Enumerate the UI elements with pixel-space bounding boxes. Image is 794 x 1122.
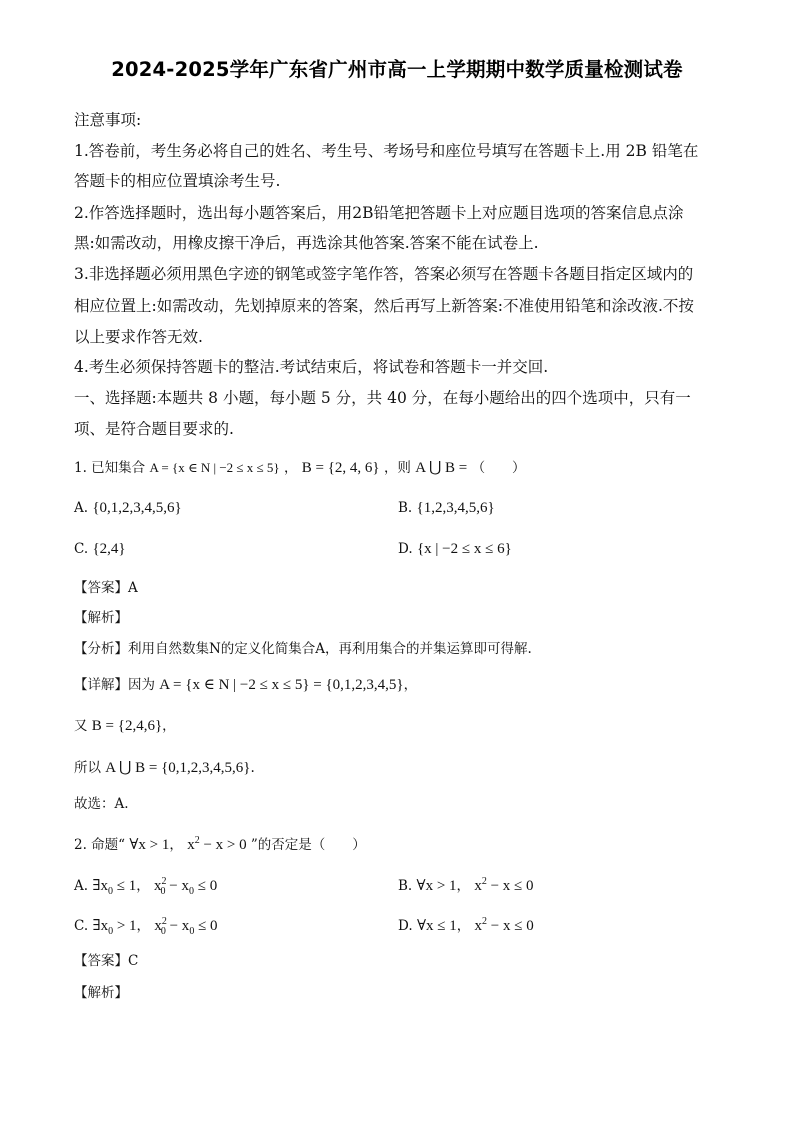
- option-p1: [92, 918, 137, 937]
- question-2: [74, 831, 366, 855]
- option-p2: [475, 918, 534, 934]
- question-1: [74, 458, 526, 478]
- answer-value: C: [128, 953, 139, 969]
- option-label: D.: [398, 541, 413, 557]
- q1-you: [74, 716, 176, 736]
- q1-detail: [74, 675, 417, 695]
- suoyi-prefix: 所以: [74, 760, 101, 776]
- notice-line: 2.作答选择题时，选出每小题答案后，用2B铅笔把答题卡上对应题目选项的答案信息点涂: [74, 204, 684, 222]
- q2-option-b: [398, 872, 534, 896]
- p2-rest: − x: [165, 918, 190, 934]
- p2-sub2: 0: [189, 926, 195, 937]
- option-p2: [474, 878, 533, 894]
- q1-answer: [74, 578, 138, 598]
- notice-heading: 注意事项:: [74, 111, 142, 129]
- q2-cond2: [187, 837, 246, 853]
- q1-ask: ，则: [383, 460, 411, 476]
- p2-sub: 0: [160, 926, 166, 937]
- q2-suffix: ”的否定是（ ）: [250, 837, 366, 853]
- p2-sup: 2: [161, 876, 167, 887]
- notice-line: 以上要求作答无效.: [74, 328, 203, 346]
- p2-sub2: 0: [188, 886, 194, 897]
- q2-prefix: 2. 命题“: [74, 837, 126, 853]
- p2-main: x: [154, 878, 162, 894]
- option-label: B.: [398, 500, 413, 516]
- q2-cond2-base: x: [187, 837, 195, 853]
- p2-end: ≤ 0: [194, 918, 218, 934]
- option-p2: [154, 876, 218, 897]
- q1-set-b: B = {2, 4, 6}: [301, 460, 380, 476]
- q1-paren: （ ）: [471, 460, 526, 476]
- p2-rest: − x ≤ 0: [486, 878, 534, 894]
- q2-cond2-sup: 2: [194, 835, 200, 846]
- q2-option-c: [74, 912, 218, 942]
- q2-cond1: ∀x > 1: [129, 837, 170, 853]
- p1-sub: 0: [108, 926, 114, 937]
- p1-main: ∃x: [92, 878, 108, 894]
- p2-main: x: [474, 878, 482, 894]
- q2-option-d: [398, 912, 534, 936]
- option-label: C.: [74, 918, 89, 934]
- option-p2: [154, 916, 218, 937]
- answer-tag: 【答案】: [74, 953, 128, 969]
- option-text: {2,4}: [92, 541, 126, 557]
- notice-line: 答题卡的相应位置填涂考生号.: [74, 172, 281, 190]
- p1-rest: > 1: [113, 918, 137, 934]
- p2-main: x: [474, 918, 483, 934]
- q2-comma: ，: [169, 837, 183, 853]
- you-prefix: 又: [74, 718, 88, 734]
- option-p1: ∀x > 1: [416, 878, 457, 894]
- section-heading-cont: 项、是符合题目要求的.: [74, 420, 234, 438]
- p2-sup: 2: [482, 916, 488, 927]
- q1-sep: ，: [283, 460, 298, 476]
- option-p1: ∀x ≤ 1: [416, 918, 457, 934]
- q1-suoyi: [74, 758, 255, 778]
- notice-line: 相应位置上:如需改动，先划掉原来的答案，然后再写上新答案:不准使用铅笔和涂改液.不按: [74, 297, 694, 315]
- detail-prefix: 因为: [128, 677, 155, 693]
- q2-analysis-tag: 【解析】: [74, 985, 128, 1001]
- q1-option-b: [398, 498, 495, 518]
- option-sep: ，: [456, 878, 471, 894]
- detail-math: A = {x ∈ N | −2 ≤ x ≤ 5} = {0,1,2,3,4,5}: [159, 677, 404, 693]
- fenxi-tag: 【分析】: [74, 641, 128, 657]
- q1-option-a: [74, 498, 182, 518]
- q1-set-a: A = {x ∈ N | −2 ≤ x ≤ 5}: [149, 460, 280, 475]
- notice-line: 黑:如需改动，用橡皮擦干净后，再选涂其他答案.答案不能在试卷上.: [74, 234, 539, 252]
- p2-rest: − x ≤ 0: [487, 918, 534, 934]
- p2-main: x: [154, 918, 162, 934]
- q1-choose: 故选：A.: [74, 796, 129, 812]
- fenxi-text: 利用自然数集N的定义化简集合A，再利用集合的并集运算即可得解.: [128, 641, 532, 657]
- detail-tag: 【详解】: [74, 677, 128, 693]
- p2-rest: − x: [165, 878, 189, 894]
- option-sep: ，: [136, 878, 150, 894]
- option-p1: [92, 878, 137, 897]
- notice-line: 1.答卷前，考生务必将自己的姓名、考生号、考场号和座位号填写在答题卡上.用 2B 铅笔在: [74, 142, 699, 160]
- notice-line: 4.考生必须保持答题卡的整洁.考试结束后，将试卷和答题卡一并交回.: [74, 358, 549, 376]
- option-label: D.: [398, 918, 413, 934]
- option-label: A.: [74, 500, 89, 516]
- you-suffix: ，: [162, 718, 176, 734]
- q1-option-c: [74, 539, 126, 559]
- you-math: B = {2,4,6}: [91, 718, 163, 734]
- answer-value: A: [128, 580, 138, 596]
- q1-expr: A ⋃ B =: [415, 460, 468, 476]
- q1-fenxi: [74, 639, 532, 659]
- p2-sup: 2: [481, 876, 487, 887]
- q1-option-d: [398, 539, 512, 559]
- option-text: {0,1,2,3,4,5,6}: [92, 500, 182, 516]
- q1-analysis-tag: 【解析】: [74, 610, 128, 626]
- option-label: C.: [74, 541, 89, 557]
- notice-line: 3.非选择题必须用黑色字迹的钢笔或签字笔作答，答案必须写在答题卡各题目指定区域内的: [74, 265, 694, 283]
- suoyi-math: A ⋃ B = {0,1,2,3,4,5,6}: [105, 760, 251, 776]
- option-label: B.: [398, 878, 413, 894]
- page-title: 2024-2025学年广东省广州市高一上学期期中数学质量检测试卷: [111, 58, 683, 81]
- q2-cond2-rest: − x > 0: [199, 837, 247, 853]
- p1-rest: ≤ 1: [112, 878, 137, 894]
- p1-sub: 0: [107, 886, 113, 897]
- q1-prefix: 1. 已知集合: [74, 460, 146, 476]
- option-sep: ，: [136, 918, 151, 934]
- option-text: {x | −2 ≤ x ≤ 6}: [416, 541, 512, 557]
- answer-tag: 【答案】: [74, 580, 128, 596]
- detail-suffix: ，: [403, 677, 418, 693]
- p2-sub: 0: [160, 886, 166, 897]
- suoyi-suffix: .: [250, 760, 255, 776]
- q2-answer: [74, 951, 138, 971]
- option-sep: ，: [456, 918, 471, 934]
- section-heading: 一、选择题:本题共 8 小题，每小题 5 分，共 40 分，在每小题给出的四个选项中，只有一: [74, 389, 691, 407]
- p2-end: ≤ 0: [193, 878, 218, 894]
- q2-option-a: [74, 872, 217, 902]
- option-text: {1,2,3,4,5,6}: [416, 500, 495, 516]
- p1-main: ∃x: [92, 918, 109, 934]
- option-label: A.: [74, 878, 89, 894]
- p2-sup: 2: [161, 916, 167, 927]
